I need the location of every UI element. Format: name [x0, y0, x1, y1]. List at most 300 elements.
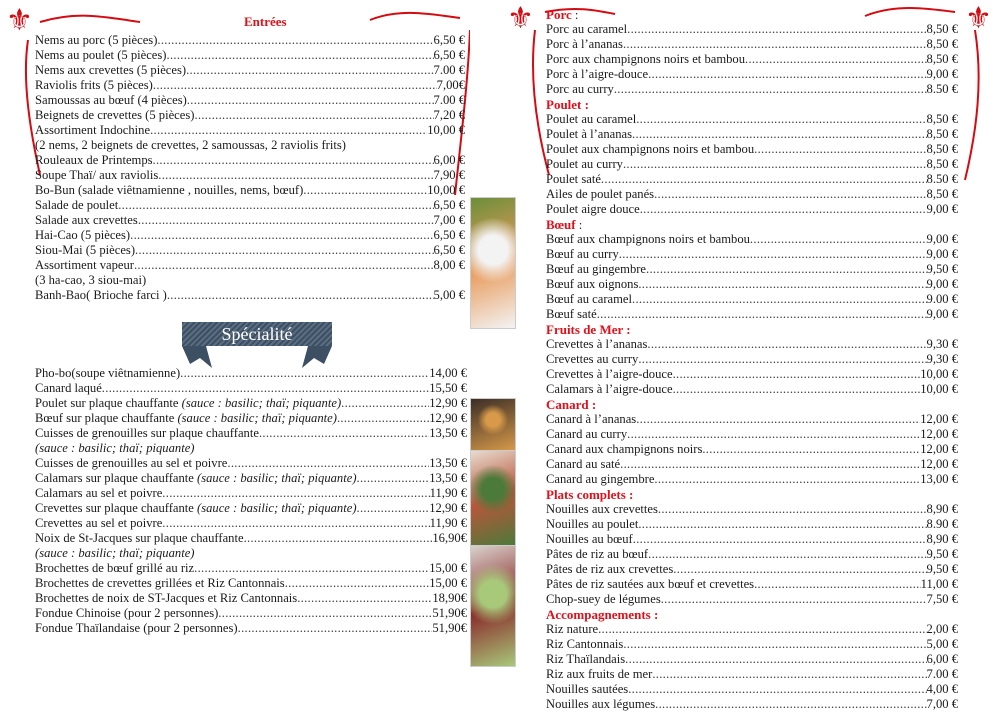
dot-leader: [162, 516, 429, 531]
dot-leader: [640, 202, 927, 217]
right-menu-page: [507, 0, 1000, 715]
menu-item-name: [546, 652, 625, 667]
menu-item-label: Chop-suey de légumes: [546, 592, 661, 606]
menu-item-price: 9,00 €: [926, 247, 958, 261]
specialite-banner: [182, 322, 332, 370]
menu-item-label: Riz aux fruits de mer: [546, 667, 653, 681]
menu-item-name: [35, 486, 162, 501]
menu-item-label: Salade aux crevettes: [35, 213, 138, 227]
dot-leader: [218, 606, 432, 621]
menu-item-label: Noix de St-Jacques sur plaque chauffante: [35, 531, 244, 545]
menu-item-row: [546, 112, 958, 127]
menu-item-label: Banh-Bao( Brioche farci ): [35, 288, 167, 302]
menu-item-price: 10,00 €: [427, 183, 465, 197]
dot-leader: [244, 531, 433, 546]
menu-item-label: Crevettes au sel et poivre: [35, 516, 163, 530]
menu-item-row: [546, 652, 958, 667]
menu-item-row: [35, 243, 465, 258]
menu-item-row: [546, 442, 958, 457]
menu-item-price: 8,50 €: [926, 142, 958, 156]
menu-item-label: Cuisses de grenouilles sur plaque chauffante: [35, 426, 259, 440]
menu-item-row: [35, 501, 467, 516]
menu-item-row: [35, 426, 467, 441]
menu-item-price: 8,50 €: [926, 37, 958, 51]
dot-leader: [655, 697, 926, 712]
dot-leader: [357, 471, 430, 486]
menu-item-label: Fondue Thaïlandaise (pour 2 personnes): [35, 621, 238, 635]
dot-leader: [754, 142, 926, 157]
nems-photo: [470, 398, 516, 452]
menu-item-label: Hai-Cao (5 pièces): [35, 228, 131, 242]
dot-leader: [673, 367, 921, 382]
menu-item-label: Canard au curry: [546, 427, 628, 441]
menu-item-description: (3 ha-cao, 3 siou-mai): [35, 273, 147, 287]
category-title: Canard :: [546, 397, 597, 412]
menu-item-name: [35, 516, 162, 531]
dot-leader: [661, 592, 927, 607]
menu-item-label: Crevettes au curry: [546, 352, 639, 366]
menu-item-row: [546, 142, 958, 157]
menu-item-label: Pâtes de riz sautées aux bœuf et crevettes: [546, 577, 755, 591]
menu-item-name: [546, 457, 620, 472]
dot-leader: [601, 172, 927, 187]
dot-leader: [654, 472, 920, 487]
menu-item-name: [546, 517, 638, 532]
category-heading: [546, 607, 958, 622]
menu-item-label: Assortiment Indochine: [35, 123, 151, 137]
menu-item-sauce-note: (sauce : basilic; thaï; piquante): [197, 471, 357, 485]
menu-item-name: [35, 48, 167, 63]
menu-item-row: [546, 337, 958, 352]
menu-item-name: [546, 442, 702, 457]
dot-leader: [180, 366, 429, 381]
menu-item-label: Bœuf aux champignons noirs et bambou: [546, 232, 750, 246]
menu-item-price: 12,90 €: [429, 501, 467, 515]
menu-item-label: Nems aux crevettes (5 pièces): [35, 63, 187, 77]
menu-item-row: [35, 561, 467, 576]
menu-item-name: [35, 228, 130, 243]
menu-item-name: [35, 213, 138, 228]
menu-item-price: 6,00 €: [926, 652, 958, 666]
menu-item-name: [35, 258, 134, 273]
menu-item-price: 12,00 €: [920, 427, 958, 441]
dot-leader: [648, 67, 926, 82]
menu-item-name: [546, 682, 628, 697]
menu-item-name: [546, 547, 648, 562]
dot-leader: [633, 532, 927, 547]
menu-item-label: Pho-bo(soupe viêtnamienne): [35, 366, 181, 380]
menu-item-name: [546, 172, 601, 187]
menu-item-label: Bœuf au curry: [546, 247, 619, 261]
menu-item-label: Brochettes de noix de ST-Jacques et Riz Cantonnais: [35, 591, 298, 605]
menu-item-price: 6,50 €: [433, 48, 465, 62]
menu-item-price: 13,50 €: [429, 471, 467, 485]
menu-item-row: [35, 606, 467, 621]
menu-item-label: Riz Thaïlandais: [546, 652, 626, 666]
menu-item-price: 9,00 €: [926, 277, 958, 291]
menu-item-row: [546, 697, 958, 712]
left-menu-page: [0, 0, 470, 715]
category-heading: [546, 217, 958, 232]
menu-item-label: Nouilles aux légumes: [546, 697, 656, 711]
menu-item-price: 13,50 €: [429, 456, 467, 470]
menu-item-price: 14,00 €: [429, 366, 467, 380]
menu-item-row: [546, 622, 958, 637]
menu-item-name: [35, 63, 186, 78]
menu-item-price: 7.00 €: [926, 667, 958, 681]
menu-item-price: 10,00 €: [427, 123, 465, 137]
menu-item-price: 15,00 €: [429, 561, 467, 575]
menu-item-row: [546, 187, 958, 202]
menu-item-label: Nouilles aux crevettes: [546, 502, 658, 516]
dot-leader: [673, 562, 926, 577]
menu-item-row: [546, 67, 958, 82]
dot-leader: [102, 381, 429, 396]
dot-leader: [238, 621, 433, 636]
dot-leader: [118, 198, 433, 213]
category-title: Fruits de Mer :: [546, 322, 631, 337]
menu-item-label: Soupe Thaï/ aux raviolis: [35, 168, 159, 182]
menu-item-label: Nems au porc (5 pièces): [35, 33, 158, 47]
dot-leader: [167, 288, 434, 303]
section-title-entrees: Entrées: [244, 14, 287, 29]
menu-item-row: [546, 232, 958, 247]
menu-item-price: 7.00 €: [433, 63, 465, 77]
menu-item-label: Nouilles sautées: [546, 682, 629, 696]
dot-leader: [658, 502, 927, 517]
menu-item-label: Pâtes de riz aux crevettes: [546, 562, 674, 576]
menu-item-name: [546, 502, 658, 517]
menu-item-name: [546, 532, 633, 547]
menu-item-label: Canard laqué: [35, 381, 102, 395]
menu-item-row: [546, 22, 958, 37]
menu-item-label: Nouilles au bœuf: [546, 532, 633, 546]
menu-item-row: [546, 502, 958, 517]
menu-item-price: 7.00 €: [433, 93, 465, 107]
menu-item-row: [35, 366, 467, 381]
specialite-list: [35, 366, 467, 636]
menu-item-price: 9,00 €: [926, 307, 958, 321]
dot-leader: [638, 277, 926, 292]
menu-item-row: [35, 33, 465, 48]
menu-item-label: Bœuf saté: [546, 307, 597, 321]
category-heading: [546, 397, 958, 412]
dot-leader: [632, 292, 926, 307]
menu-item-name: [546, 37, 623, 52]
menu-item-row: [546, 82, 958, 97]
menu-item-price: 9,50 €: [926, 262, 958, 276]
menu-item-price: 9,00 €: [926, 232, 958, 246]
menu-item-row: [546, 127, 958, 142]
dot-leader: [135, 243, 433, 258]
menu-item-label: Cuisses de grenouilles au sel et poivre: [35, 456, 228, 470]
menu-item-price: 9,00 €: [926, 202, 958, 216]
menu-item-sauce-note: (sauce : basilic; thaï; piquante): [177, 411, 337, 425]
category-heading: [546, 487, 958, 502]
menu-item-row: [546, 517, 958, 532]
menu-item-label: Poulet au curry: [546, 157, 623, 171]
menu-item-row: [546, 37, 958, 52]
menu-item-price: 8.50 €: [926, 82, 958, 96]
menu-item-label: Calamars à l’aigre-douce: [546, 382, 673, 396]
dot-leader: [157, 33, 433, 48]
menu-item-price: 8,50 €: [926, 22, 958, 36]
menu-item-label: Poulet au caramel: [546, 112, 637, 126]
menu-item-price: 6,00 €: [433, 153, 465, 167]
menu-item-row: [546, 577, 958, 592]
menu-item-price: 12,00 €: [920, 412, 958, 426]
category-heading: [546, 97, 958, 112]
menu-item-name: [546, 472, 654, 487]
menu-item-label: Assortiment vapeur: [35, 258, 134, 272]
menu-item-name: [35, 471, 357, 486]
menu-item-sauce-note: (sauce : basilic; thaï; piquante): [181, 396, 342, 410]
menu-item-name: [35, 78, 153, 93]
dot-leader: [646, 262, 926, 277]
menu-item-label: Rouleaux de Printemps: [35, 153, 153, 167]
menu-item-price: 7,00 €: [433, 213, 465, 227]
dot-leader: [638, 517, 926, 532]
dot-leader: [632, 127, 926, 142]
menu-item-price: 9,30 €: [926, 337, 958, 351]
menu-item-row: [546, 547, 958, 562]
menu-item-price: 7,20 €: [433, 108, 465, 122]
menu-item-label: Crevettes à l’aigre-douce: [546, 367, 673, 381]
menu-item-row: [35, 621, 467, 636]
menu-item-name: [546, 142, 754, 157]
dot-leader: [187, 93, 434, 108]
dot-leader: [636, 412, 920, 427]
dot-leader: [614, 82, 927, 97]
menu-item-name: [35, 381, 102, 396]
dot-leader: [153, 78, 437, 93]
dot-leader: [620, 457, 920, 472]
fleur-de-lis-icon: ⚜: [965, 2, 992, 35]
menu-item-price: 8,90 €: [926, 502, 958, 516]
menu-item-row: [546, 262, 958, 277]
menu-item-name: [546, 22, 627, 37]
dot-leader: [638, 352, 926, 367]
menu-item-price: 12,00 €: [920, 442, 958, 456]
menu-item-name: [546, 202, 640, 217]
menu-item-price: 13,00 €: [920, 472, 958, 486]
menu-item-price: 10,00 €: [920, 382, 958, 396]
menu-item-row: [35, 48, 465, 63]
menu-item-price: 8,90 €: [926, 532, 958, 546]
menu-item-name: [546, 697, 655, 712]
fleur-de-lis-icon: ⚜: [6, 4, 33, 37]
menu-item-price: 8.50 €: [926, 172, 958, 186]
menu-item-row: [546, 457, 958, 472]
menu-item-name: [35, 456, 227, 471]
menu-item-label: Poulet aigre douce: [546, 202, 640, 216]
menu-item-row: [546, 532, 958, 547]
dot-leader: [194, 108, 433, 123]
menu-item-name: [35, 153, 153, 168]
dot-leader: [623, 37, 927, 52]
dot-leader: [297, 591, 432, 606]
menu-item-price: 15,50 €: [429, 381, 467, 395]
menu-item-name: [546, 307, 597, 322]
dot-leader: [598, 622, 926, 637]
menu-item-row: [546, 472, 958, 487]
menu-item-price: 6,50 €: [433, 243, 465, 257]
menu-item-name: [546, 667, 652, 682]
menu-item-row: [546, 382, 958, 397]
dot-leader: [138, 213, 434, 228]
menu-item-name: [546, 592, 661, 607]
main-dishes-list: [546, 7, 958, 712]
menu-item-price: 9.00 €: [926, 292, 958, 306]
menu-item-price: 15,00 €: [429, 576, 467, 590]
menu-item-price: 6,50 €: [433, 228, 465, 242]
menu-item-label: Canard aux champignons noirs: [546, 442, 703, 456]
menu-item-row: [546, 427, 958, 442]
menu-item-name: [35, 531, 244, 546]
menu-item-row: [35, 516, 467, 531]
menu-item-name: [546, 277, 638, 292]
menu-item-row: [35, 213, 465, 228]
dot-leader: [648, 547, 926, 562]
menu-item-row: [546, 52, 958, 67]
menu-item-label: Salade de poulet: [35, 198, 119, 212]
banner-ribbon-tails-icon: [182, 322, 332, 370]
dot-leader: [150, 123, 427, 138]
menu-item-name: [546, 337, 647, 352]
menu-item-label: Poulet sur plaque chauffante: [35, 396, 182, 410]
menu-item-name: [35, 576, 285, 591]
menu-item-row: [35, 456, 467, 471]
menu-item-label: Bo-Bun (salade viêtnamienne , nouilles, nems, bœuf): [35, 183, 304, 197]
menu-item-price: 8,00 €: [433, 258, 465, 272]
menu-item-price: 12,90 €: [429, 396, 467, 410]
menu-item-row: [546, 637, 958, 652]
menu-item-row: [546, 247, 958, 262]
menu-item-name: [35, 621, 238, 636]
menu-item-name: [546, 52, 745, 67]
menu-item-label: Beignets de crevettes (5 pièces): [35, 108, 195, 122]
menu-item-label: Nouilles au poulet: [546, 517, 639, 531]
menu-item-price: 12,90 €: [429, 411, 467, 425]
menu-item-name: [35, 411, 337, 426]
menu-item-price: 5,00 €: [926, 637, 958, 651]
menu-item-name: [35, 288, 167, 303]
menu-item-label: Nems au poulet (5 pièces): [35, 48, 167, 62]
menu-item-label: Riz Cantonnais: [546, 637, 624, 651]
menu-item-row: [546, 412, 958, 427]
menu-item-price: 8,50 €: [926, 112, 958, 126]
menu-item-row: [35, 591, 467, 606]
menu-item-label: Porc à l’ananas: [546, 37, 623, 51]
category-title: Porc: [546, 7, 572, 22]
menu-item-sauce-note: (sauce : basilic; thaï; piquante): [197, 501, 357, 515]
menu-item-row: [546, 277, 958, 292]
menu-item-row: [35, 168, 465, 183]
menu-item-row: [35, 381, 467, 396]
crevettes-plate-photo: [470, 450, 516, 547]
dot-leader: [625, 652, 926, 667]
menu-item-name: [35, 33, 157, 48]
menu-item-price: 7,90 €: [433, 168, 465, 182]
menu-item-name: [35, 183, 303, 198]
menu-item-row: [35, 123, 465, 138]
menu-item-name: [546, 352, 638, 367]
menu-item-row: [35, 108, 465, 123]
menu-item-row: [35, 486, 467, 501]
menu-item-row: [35, 396, 467, 411]
menu-item-label: Poulet à l’ananas: [546, 127, 633, 141]
menu-item-label: Calamars au sel et poivre: [35, 486, 163, 500]
menu-item-price: 51,90€: [432, 606, 467, 620]
entrees-list: [35, 33, 465, 303]
menu-item-label: Fondue Chinoise (pour 2 personnes): [35, 606, 219, 620]
menu-item-row: [546, 352, 958, 367]
menu-item-row: [35, 228, 465, 243]
category-title: Plats complets :: [546, 487, 634, 502]
dot-leader: [303, 183, 427, 198]
dot-leader: [627, 22, 926, 37]
menu-item-label: Raviolis frits (5 pièces): [35, 78, 153, 92]
menu-item-sauce-note: (sauce : basilic; thaï; piquante): [35, 441, 195, 455]
category-title: Poulet :: [546, 97, 589, 112]
menu-item-name: [35, 501, 357, 516]
dot-leader: [623, 637, 926, 652]
menu-item-name: [35, 123, 150, 138]
menu-item-name: [546, 622, 598, 637]
menu-item-label: Brochettes de crevettes grillées et Riz Cantonnais: [35, 576, 285, 590]
dot-leader: [647, 337, 926, 352]
specialite-banner-title: Spécialité: [182, 322, 332, 346]
dot-leader: [357, 501, 430, 516]
menu-item-name: [546, 157, 623, 172]
menu-item-price: 7,00 €: [926, 697, 958, 711]
salade-crevettes-photo: [470, 197, 516, 329]
dot-leader: [285, 576, 430, 591]
menu-item-name: [546, 412, 636, 427]
menu-item-label: Bœuf au caramel: [546, 292, 633, 306]
menu-item-name: [546, 637, 623, 652]
menu-item-label: Samoussas au bœuf (4 pièces): [35, 93, 187, 107]
menu-item-label: Brochettes de bœuf grillé au riz: [35, 561, 195, 575]
menu-item-name: [35, 198, 118, 213]
menu-item-price: 8,50 €: [926, 187, 958, 201]
menu-item-label: Canard au saté: [546, 457, 621, 471]
menu-item-name: [546, 367, 673, 382]
dot-leader: [186, 63, 433, 78]
dot-leader: [628, 682, 926, 697]
menu-item-label: Ailes de poulet panés: [546, 187, 655, 201]
fondue-plate-photo: [470, 545, 516, 667]
menu-item-price: 11,90 €: [429, 516, 467, 530]
dot-leader: [134, 258, 434, 273]
menu-item-row: [35, 183, 465, 198]
menu-item-name: [546, 247, 619, 262]
menu-item-row: [546, 202, 958, 217]
menu-item-label: Bœuf au gingembre: [546, 262, 647, 276]
menu-item-row: [546, 292, 958, 307]
category-title: Accompagnements :: [546, 607, 659, 622]
category-colon: :: [571, 8, 579, 22]
menu-item-sauce-note: (sauce : basilic; thaï; piquante): [35, 546, 195, 560]
dot-leader: [654, 187, 926, 202]
menu-item-description: (2 nems, 2 beignets de crevettes, 2 samoussas, 2 raviolis frits): [35, 138, 346, 152]
menu-item-row: [35, 288, 465, 303]
menu-item-label: Bœuf aux oignons: [546, 277, 639, 291]
dot-leader: [130, 228, 433, 243]
menu-item-name: [35, 396, 341, 411]
dot-leader: [337, 411, 429, 426]
menu-item-price: 13,50 €: [429, 426, 467, 440]
